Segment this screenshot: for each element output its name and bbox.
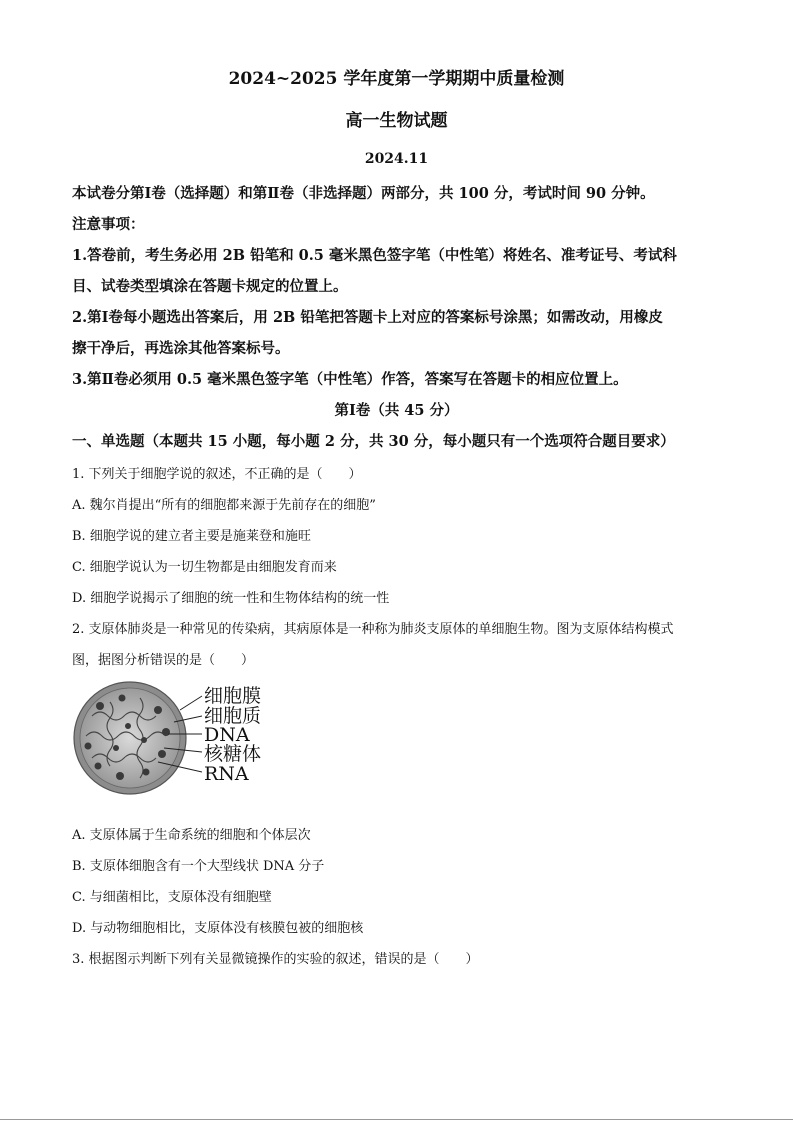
- question-1-stem: 1. 下列关于细胞学说的叙述，不正确的是（ ）: [72, 467, 362, 482]
- notice-item-2-line-1: 2.第Ⅰ卷每小题选出答案后，用 2B 铅笔把答题卡上对应的答案标号涂黑；如需改动，用橡皮: [72, 309, 663, 326]
- question-2-option-d: D. 与动物细胞相比，支原体没有核膜包被的细胞核: [72, 921, 364, 936]
- label-cell-membrane: 细胞膜: [204, 685, 262, 707]
- exam-subtitle: 高一生物试题: [345, 111, 448, 131]
- exam-title: 2024~2025 学年度第一学期期中质量检测: [228, 69, 565, 89]
- question-1-option-d: D. 细胞学说揭示了细胞的统一性和生物体结构的统一性: [72, 591, 390, 606]
- notice-item-3: 3.第Ⅱ卷必须用 0.5 毫米黑色签字笔（中性笔）作答，答案写在答题卡的相应位置上。: [72, 371, 628, 388]
- exam-intro: 本试卷分第Ⅰ卷（选择题）和第Ⅱ卷（非选择题）两部分，共 100 分，考试时间 90 分钟。: [72, 185, 655, 202]
- question-1-option-c: C. 细胞学说认为一切生物都是由细胞发育而来: [72, 560, 337, 575]
- label-ribosome: 核糖体: [204, 743, 262, 765]
- cytoplasm-shape: [80, 688, 180, 788]
- notice-item-2-line-2: 擦干净后，再选涂其他答案标号。: [72, 340, 290, 357]
- question-2-stem-line-1: 2. 支原体肺炎是一种常见的传染病，其病原体是一种称为肺炎支原体的单细胞生物。图为支原体结构模式: [72, 622, 674, 637]
- notice-item-1-line-1: 1.答卷前，考生务必用 2B 铅笔和 0.5 毫米黑色签字笔（中性笔）将姓名、准考证号、考试科: [72, 247, 677, 264]
- label-dna: DNA: [204, 724, 250, 746]
- label-cytoplasm: 细胞质: [204, 705, 262, 727]
- question-2-option-c: C. 与细菌相比，支原体没有细胞壁: [72, 890, 272, 905]
- page-bottom-divider: [0, 1119, 793, 1120]
- mycoplasma-figure: [70, 676, 290, 800]
- question-3-stem: 3. 根据图示判断下列有关显微镜操作的实验的叙述，错误的是（ ）: [72, 952, 479, 967]
- label-rna: RNA: [204, 763, 249, 785]
- section-heading: 一、单选题（本题共 15 小题，每小题 2 分，共 30 分，每小题只有一个选项符合题目要求）: [72, 433, 675, 450]
- question-1-option-b: B. 细胞学说的建立者主要是施莱登和施旺: [72, 529, 311, 544]
- exam-date: 2024.11: [364, 151, 429, 167]
- part-1-heading: 第Ⅰ卷（共 45 分）: [334, 402, 459, 419]
- notice-heading: 注意事项：: [72, 216, 145, 233]
- question-2-option-a: A. 支原体属于生命系统的细胞和个体层次: [72, 828, 311, 843]
- question-2-option-b: B. 支原体细胞含有一个大型线状 DNA 分子: [72, 859, 325, 874]
- question-2-stem-line-2: 图，据图分析错误的是（ ）: [72, 653, 255, 668]
- question-1-option-a: A. 魏尔肖提出“所有的细胞都来源于先前存在的细胞”: [72, 498, 376, 513]
- mycoplasma-diagram: [70, 676, 290, 800]
- notice-item-1-line-2: 目、试卷类型填涂在答题卡规定的位置上。: [72, 278, 348, 295]
